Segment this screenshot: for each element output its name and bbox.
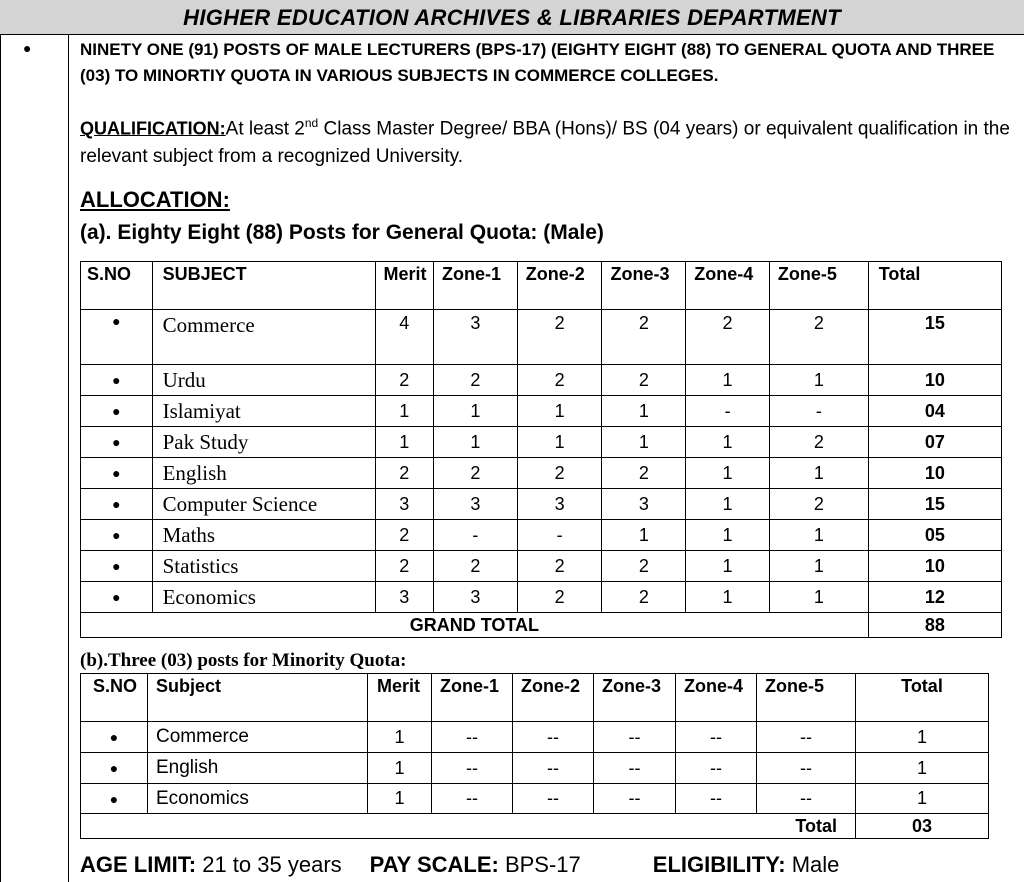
bullet-icon: ● xyxy=(81,427,153,458)
col-header-zone-5: Zone-5 xyxy=(757,674,856,722)
subject-cell: Maths xyxy=(152,520,375,551)
total-cell: 15 xyxy=(868,310,1001,365)
zone-cell: -- xyxy=(432,722,513,753)
table-row xyxy=(81,365,1002,396)
zone-cell: 1 xyxy=(602,520,686,551)
merit-cell: 2 xyxy=(375,520,434,551)
table-row xyxy=(81,722,989,753)
table-row xyxy=(81,310,1002,365)
eligibility-value: Male xyxy=(785,852,840,877)
zone-cell: -- xyxy=(757,722,856,753)
grand-total-value: 88 xyxy=(868,613,1001,638)
zone-cell: 2 xyxy=(517,551,602,582)
minority-total-value: 03 xyxy=(856,814,989,839)
bullet-icon: ● xyxy=(81,722,148,753)
pay-scale-label: PAY SCALE: xyxy=(369,852,499,877)
zone-cell: 1 xyxy=(686,582,770,613)
zone-cell: -- xyxy=(432,753,513,784)
col-header-sno: S.NO xyxy=(81,262,153,310)
zone-cell: - xyxy=(434,520,518,551)
age-limit-value: 21 to 35 years xyxy=(196,852,342,877)
pay-scale-value: BPS-17 xyxy=(498,852,581,877)
minority-total-row xyxy=(81,814,989,839)
subject-cell: Commerce xyxy=(148,722,368,753)
zone-cell: 1 xyxy=(686,427,770,458)
bullet-icon: ● xyxy=(81,520,153,551)
zone-cell: 2 xyxy=(602,582,686,613)
table-row xyxy=(81,582,1002,613)
zone-cell: -- xyxy=(676,784,757,814)
minority-quota-title: (b).Three (03) posts for Minority Quota: xyxy=(80,650,407,671)
col-header-zone-1: Zone-1 xyxy=(434,262,518,310)
subject-cell: Statistics xyxy=(152,551,375,582)
col-header-zone-1: Zone-1 xyxy=(432,674,513,722)
general-quota-table xyxy=(80,261,1002,638)
zone-cell: 2 xyxy=(686,310,770,365)
zone-cell: 3 xyxy=(434,582,518,613)
bullet-icon: ● xyxy=(81,489,153,520)
department-banner xyxy=(0,0,1024,35)
zone-cell: -- xyxy=(513,753,594,784)
zone-cell: 2 xyxy=(769,489,868,520)
zone-cell: 2 xyxy=(434,551,518,582)
page-column-divider xyxy=(68,0,69,882)
zone-cell: 1 xyxy=(769,458,868,489)
qualification-text-2: Class Master Degree/ BBA (Hons)/ BS (04 years) or equivalent qualification in the relevant subject from a recognized University. xyxy=(80,118,1010,168)
bullet-icon: ● xyxy=(81,365,153,396)
zone-cell: 2 xyxy=(517,458,602,489)
total-cell: 05 xyxy=(868,520,1001,551)
zone-cell: -- xyxy=(594,784,676,814)
zone-cell: 2 xyxy=(517,365,602,396)
table-row xyxy=(81,458,1002,489)
merit-cell: 3 xyxy=(375,489,434,520)
zone-cell: - xyxy=(769,396,868,427)
subject-cell: English xyxy=(148,753,368,784)
zone-cell: 2 xyxy=(517,310,602,365)
total-cell: 10 xyxy=(868,365,1001,396)
zone-cell: 1 xyxy=(686,551,770,582)
zone-cell: 1 xyxy=(517,427,602,458)
total-cell: 04 xyxy=(868,396,1001,427)
allocation-title: ALLOCATION: xyxy=(80,187,230,212)
zone-cell: -- xyxy=(432,784,513,814)
department-title: HIGHER EDUCATION ARCHIVES & LIBRARIES DEPARTMENT xyxy=(183,5,841,30)
col-header-zone-3: Zone-3 xyxy=(594,674,676,722)
col-header-subject: SUBJECT xyxy=(152,262,375,310)
zone-cell: 2 xyxy=(517,582,602,613)
qualification-paragraph xyxy=(80,109,1022,171)
zone-cell: -- xyxy=(757,784,856,814)
zone-cell: 2 xyxy=(602,365,686,396)
table-row xyxy=(81,551,1002,582)
zone-cell: -- xyxy=(757,753,856,784)
total-cell: 1 xyxy=(856,753,989,784)
col-header-total: Total xyxy=(856,674,989,722)
merit-cell: 2 xyxy=(375,551,434,582)
col-header-zone-5: Zone-5 xyxy=(769,262,868,310)
zone-cell: 1 xyxy=(602,396,686,427)
bullet-icon: ● xyxy=(81,551,153,582)
zone-cell: 2 xyxy=(602,458,686,489)
zone-cell: 3 xyxy=(517,489,602,520)
grand-total-row xyxy=(81,613,1002,638)
zone-cell: 1 xyxy=(686,458,770,489)
zone-cell: 2 xyxy=(602,310,686,365)
total-cell: 1 xyxy=(856,784,989,814)
zone-cell: 1 xyxy=(769,551,868,582)
table-row xyxy=(81,784,989,814)
col-header-zone-4: Zone-4 xyxy=(686,262,770,310)
post-heading: NINETY ONE (91) POSTS OF MALE LECTURERS (BPS-17) (EIGHTY EIGHT (88) TO GENERAL QUOTA AND THREE (03) TO MINORTIY QUOTA IN VARIOUS SUBJECTS IN COMMERCE COLLEGES. xyxy=(80,40,995,85)
zone-cell: 3 xyxy=(434,310,518,365)
qualification-text-1: At least 2 xyxy=(225,118,305,140)
general-quota-rows xyxy=(81,310,1002,613)
subject-cell: Pak Study xyxy=(152,427,375,458)
bullet-icon: ● xyxy=(81,310,153,365)
zone-cell: 1 xyxy=(769,582,868,613)
zone-cell: 1 xyxy=(769,520,868,551)
table-header-row xyxy=(81,262,1002,310)
table-row xyxy=(81,427,1002,458)
table-row xyxy=(81,520,1002,551)
zone-cell: 2 xyxy=(769,427,868,458)
zone-cell: 1 xyxy=(434,427,518,458)
zone-cell: 2 xyxy=(769,310,868,365)
merit-cell: 1 xyxy=(368,722,432,753)
zone-cell: 2 xyxy=(434,365,518,396)
merit-cell: 1 xyxy=(375,396,434,427)
zone-cell: -- xyxy=(594,753,676,784)
zone-cell: - xyxy=(686,396,770,427)
qualification-label: QUALIFICATION: xyxy=(80,118,226,139)
subject-cell: Islamiyat xyxy=(152,396,375,427)
zone-cell: 2 xyxy=(602,551,686,582)
subject-cell: English xyxy=(152,458,375,489)
zone-cell: 1 xyxy=(769,365,868,396)
col-header-zone-4: Zone-4 xyxy=(676,674,757,722)
minority-total-label: Total xyxy=(81,814,856,839)
bullet-icon: ● xyxy=(81,396,153,427)
table-row xyxy=(81,753,989,784)
footer-line xyxy=(80,852,839,878)
zone-cell: -- xyxy=(513,784,594,814)
zone-cell: -- xyxy=(513,722,594,753)
table-row xyxy=(81,489,1002,520)
col-header-subject: Subject xyxy=(148,674,368,722)
subject-cell: Economics xyxy=(148,784,368,814)
zone-cell: -- xyxy=(676,722,757,753)
subject-cell: Economics xyxy=(152,582,375,613)
qualification-sup: nd xyxy=(304,116,319,130)
total-cell: 10 xyxy=(868,458,1001,489)
total-cell: 10 xyxy=(868,551,1001,582)
table-row xyxy=(81,396,1002,427)
zone-cell: 3 xyxy=(434,489,518,520)
col-header-zone-2: Zone-2 xyxy=(513,674,594,722)
col-header-merit: Merit xyxy=(375,262,434,310)
col-header-zone-3: Zone-3 xyxy=(602,262,686,310)
total-cell: 1 xyxy=(856,722,989,753)
minority-quota-table xyxy=(80,673,989,839)
col-header-total: Total xyxy=(868,262,1001,310)
zone-cell: 1 xyxy=(686,520,770,551)
col-header-merit: Merit xyxy=(368,674,432,722)
bullet-icon: ● xyxy=(23,40,32,56)
col-header-sno: S.NO xyxy=(81,674,148,722)
merit-cell: 1 xyxy=(368,753,432,784)
zone-cell: -- xyxy=(676,753,757,784)
merit-cell: 2 xyxy=(375,365,434,396)
bullet-icon: ● xyxy=(81,582,153,613)
total-cell: 12 xyxy=(868,582,1001,613)
zone-cell: 1 xyxy=(686,489,770,520)
general-quota-title: (a). Eighty Eight (88) Posts for General Quota: (Male) xyxy=(80,221,604,244)
page-frame-left xyxy=(0,0,1,882)
zone-cell: 1 xyxy=(686,365,770,396)
merit-cell: 1 xyxy=(368,784,432,814)
subject-cell: Computer Science xyxy=(152,489,375,520)
zone-cell: 3 xyxy=(602,489,686,520)
zone-cell: 1 xyxy=(517,396,602,427)
total-cell: 15 xyxy=(868,489,1001,520)
table-header-row xyxy=(81,674,989,722)
total-cell: 07 xyxy=(868,427,1001,458)
grand-total-label: GRAND TOTAL xyxy=(81,613,869,638)
age-limit-label: AGE LIMIT: xyxy=(80,852,197,877)
bullet-icon: ● xyxy=(81,784,148,814)
merit-cell: 1 xyxy=(375,427,434,458)
bullet-icon: ● xyxy=(81,458,153,489)
zone-cell: - xyxy=(517,520,602,551)
eligibility-label: ELIGIBILITY: xyxy=(652,852,786,877)
zone-cell: 1 xyxy=(434,396,518,427)
zone-cell: 2 xyxy=(434,458,518,489)
merit-cell: 3 xyxy=(375,582,434,613)
merit-cell: 4 xyxy=(375,310,434,365)
col-header-zone-2: Zone-2 xyxy=(517,262,602,310)
merit-cell: 2 xyxy=(375,458,434,489)
bullet-icon: ● xyxy=(81,753,148,784)
subject-cell: Urdu xyxy=(152,365,375,396)
zone-cell: 1 xyxy=(602,427,686,458)
zone-cell: -- xyxy=(594,722,676,753)
subject-cell: Commerce xyxy=(152,310,375,365)
minority-quota-rows xyxy=(81,722,989,814)
